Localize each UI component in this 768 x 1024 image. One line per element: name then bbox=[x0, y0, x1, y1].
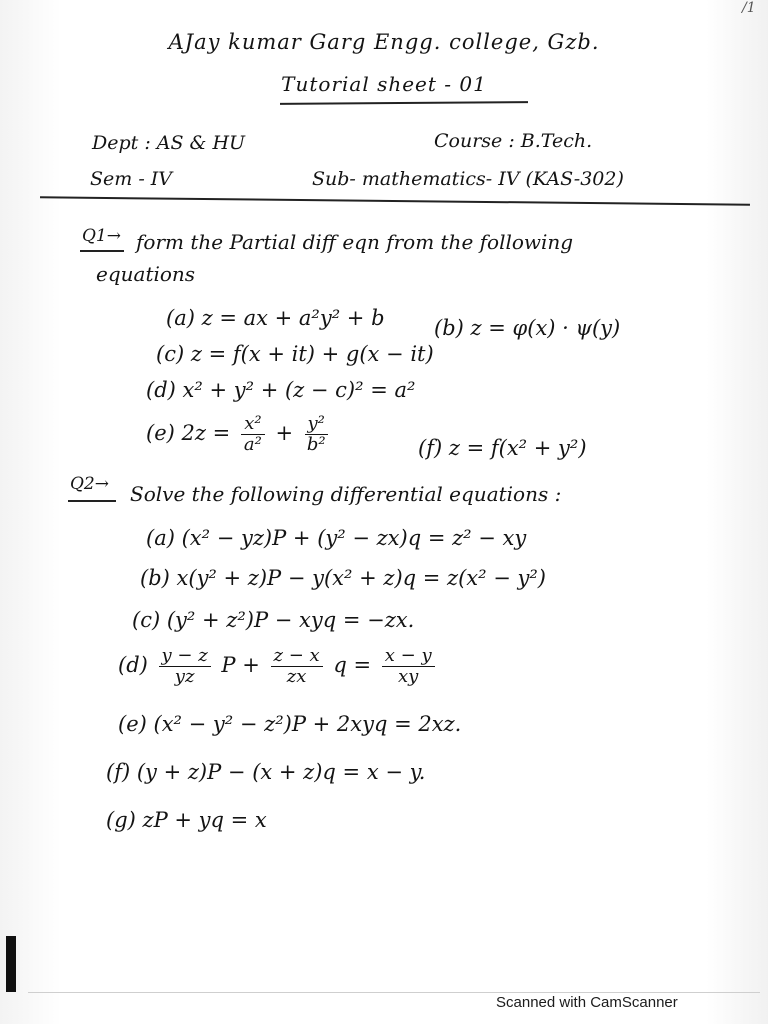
q2-part-b bbox=[140, 566, 546, 590]
fraction-numerator: y − z bbox=[159, 646, 211, 667]
part-expr: x² + y² + (z − c)² = a² bbox=[182, 378, 416, 402]
q2-part-d bbox=[118, 646, 439, 687]
fraction-numerator: x − y bbox=[382, 646, 435, 667]
corner-mark: /1 bbox=[742, 0, 756, 16]
q2-part-g bbox=[106, 808, 267, 832]
college-name: AJay kumar Garg Engg. college, Gzb. bbox=[168, 30, 600, 54]
q1-part-c bbox=[156, 342, 434, 366]
part-label: (f) bbox=[418, 436, 443, 460]
fraction-denominator: a² bbox=[243, 433, 262, 455]
header-divider bbox=[40, 196, 750, 205]
q1-part-d bbox=[146, 378, 415, 402]
fraction bbox=[241, 414, 265, 455]
part-label: (a) bbox=[146, 526, 175, 550]
fraction-denominator: yz bbox=[174, 665, 195, 687]
part-label: (a) bbox=[166, 306, 195, 330]
q1-part-f bbox=[418, 436, 587, 460]
part-expr: z = φ(x) · ψ(y) bbox=[470, 316, 621, 340]
q1-text-line2: equations bbox=[96, 262, 196, 286]
q2-part-e bbox=[118, 712, 461, 736]
q1-text-line1: form the Partial diff eqn from the following bbox=[136, 230, 574, 254]
part-expr-lhs: 2z = bbox=[181, 420, 231, 445]
fraction-denominator: b² bbox=[306, 433, 326, 455]
fraction-numerator: z − x bbox=[271, 646, 323, 667]
part-expr: (y + z)P − (x + z)q = x − y. bbox=[136, 760, 426, 784]
part-label: (d) bbox=[146, 378, 176, 402]
part-expr: (x² − y² − z²)P + 2xyq = 2xz. bbox=[153, 712, 462, 736]
part-expr: z = f(x + it) + g(x − it) bbox=[190, 342, 434, 366]
q1-part-e bbox=[146, 414, 333, 455]
q2-part-c bbox=[132, 608, 414, 632]
part-label: (b) bbox=[434, 316, 464, 340]
part-label: (f) bbox=[106, 760, 131, 784]
plus-sign: + bbox=[275, 420, 294, 445]
part-label: (e) bbox=[146, 420, 175, 445]
q2-underline bbox=[68, 500, 116, 502]
scanner-watermark: Scanned with CamScanner bbox=[496, 994, 678, 1011]
subject-label: Sub- mathematics- IV (KAS-302) bbox=[312, 168, 624, 190]
q2-text: Solve the following differential equations : bbox=[130, 482, 562, 506]
part-label: (d) bbox=[118, 652, 148, 677]
title-underline bbox=[280, 101, 528, 105]
q2-label: Q2→ bbox=[70, 474, 109, 494]
part-label: (b) bbox=[140, 566, 170, 590]
semester-label: Sem - IV bbox=[90, 168, 173, 190]
part-expr-middle: q = bbox=[333, 652, 372, 677]
fraction bbox=[304, 414, 329, 455]
q1-part-a bbox=[166, 306, 385, 330]
part-label: (e) bbox=[118, 712, 147, 736]
fraction-numerator: x² bbox=[241, 414, 264, 435]
part-label: (c) bbox=[132, 608, 161, 632]
fraction bbox=[159, 646, 211, 687]
part-expr-middle: P + bbox=[221, 652, 260, 677]
course-label: Course : B.Tech. bbox=[434, 130, 593, 152]
scan-edge-mark bbox=[6, 936, 16, 992]
footer-divider bbox=[28, 992, 760, 993]
q1-underline bbox=[80, 250, 124, 252]
q2-part-f bbox=[106, 760, 425, 784]
q1-part-b bbox=[434, 316, 620, 340]
fraction bbox=[382, 646, 435, 687]
fraction-numerator: y² bbox=[305, 414, 328, 435]
fraction bbox=[271, 646, 323, 687]
fraction-denominator: xy bbox=[398, 665, 419, 687]
part-expr: z = ax + a²y² + b bbox=[201, 306, 385, 330]
fraction-denominator: zx bbox=[286, 665, 307, 687]
part-label: (g) bbox=[106, 808, 136, 832]
part-expr: (y² + z²)P − xyq = −zx. bbox=[166, 608, 415, 632]
sheet-title: Tutorial sheet - 01 bbox=[281, 72, 487, 96]
part-label: (c) bbox=[156, 342, 185, 366]
part-expr: (x² − yz)P + (y² − zx)q = z² − xy bbox=[181, 526, 527, 550]
part-expr: zP + yq = x bbox=[142, 808, 267, 832]
part-expr: z = f(x² + y²) bbox=[448, 436, 587, 460]
q1-label: Q1→ bbox=[82, 226, 121, 246]
dept-label: Dept : AS & HU bbox=[92, 132, 246, 154]
part-expr: x(y² + z)P − y(x² + z)q = z(x² − y²) bbox=[176, 566, 546, 590]
q2-part-a bbox=[146, 526, 526, 550]
